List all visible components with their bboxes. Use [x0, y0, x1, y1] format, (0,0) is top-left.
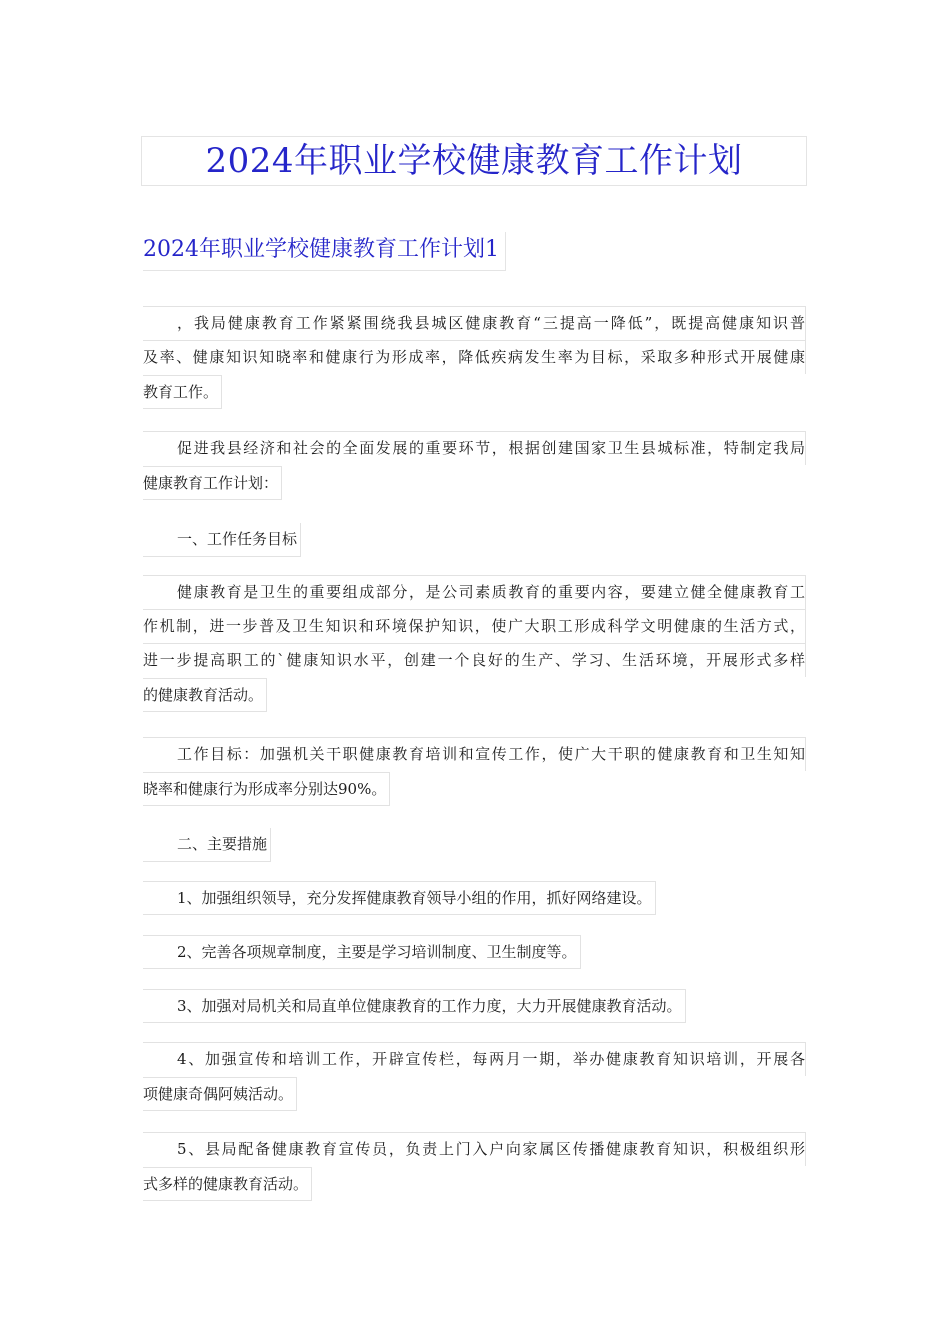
paragraph-line: 的健康教育活动。 — [143, 678, 267, 712]
paragraph-line: 教育工作。 — [143, 375, 222, 409]
paragraph-line: 工作目标：加强机关干职健康教育培训和宣传工作，使广大干职的健康教育和卫生知知 — [143, 737, 806, 771]
paragraph-line: 3、加强对局机关和局直单位健康教育的工作力度，大力开展健康教育活动。 — [143, 989, 686, 1023]
paragraph-line: 及率、健康知识知晓率和健康行为形成率，降低疾病发生率为目标，采取多种形式开展健康 — [143, 340, 806, 374]
paragraph-line-wrap — [143, 465, 806, 501]
paragraph-line: 项健康奇偶阿姨活动。 — [143, 1077, 297, 1111]
paragraph-line-wrap — [143, 1076, 806, 1112]
measure-item-2 — [143, 934, 806, 970]
subheading-goals — [143, 521, 806, 557]
paragraph-line: 健康教育是卫生的重要组成部分，是公司素质教育的重要内容，要建立健全健康教育工 — [143, 575, 806, 609]
measure-item-3 — [143, 988, 806, 1024]
paragraph-line-wrap — [143, 934, 806, 970]
paragraph-targets — [143, 737, 806, 807]
paragraph-purpose — [143, 431, 806, 501]
paragraph-line-wrap — [143, 988, 806, 1024]
paragraph-line: 晓率和健康行为形成率分别达90%。 — [143, 772, 390, 806]
paragraph-line-wrap — [143, 771, 806, 807]
paragraph-line: 进一步提高职工的`健康知识水平，创建一个良好的生产、学习、生活环境，开展形式多样 — [143, 643, 806, 677]
paragraph-line: 健康教育工作计划： — [143, 466, 282, 500]
paragraph-line: 5、县局配备健康教育宣传员，负责上门入户向家属区传播健康教育知识，积极组织形 — [143, 1132, 806, 1166]
paragraph-line-wrap — [143, 374, 806, 410]
measure-item-4 — [143, 1042, 806, 1112]
measure-item-1 — [143, 880, 806, 916]
document-title: 2024年职业学校健康教育工作计划 — [141, 136, 807, 186]
paragraph-line-wrap — [143, 1166, 806, 1202]
paragraph-line: 1、加强组织领导，充分发挥健康教育领导小组的作用，抓好网络建设。 — [143, 881, 656, 915]
subheading-measures — [143, 826, 806, 862]
paragraph-line-wrap — [143, 880, 806, 916]
paragraph-line-wrap — [143, 521, 806, 557]
paragraph-intro — [143, 306, 806, 410]
paragraph-line-wrap — [143, 677, 806, 713]
paragraph-line: 促进我县经济和社会的全面发展的重要环节，根据创建国家卫生县城标准，特制定我局 — [143, 431, 806, 465]
paragraph-line: 作机制，进一步普及卫生知识和环境保护知识，使广大职工形成科学文明健康的生活方式， — [143, 609, 806, 643]
paragraph-line: ，我局健康教育工作紧紧围绕我县城区健康教育“三提高一降低”，既提高健康知识普 — [143, 306, 806, 340]
paragraph-line: 2、完善各项规章制度，主要是学习培训制度、卫生制度等。 — [143, 935, 581, 969]
paragraph-line-wrap — [143, 826, 806, 862]
paragraph-goals-body — [143, 575, 806, 713]
section-heading: 2024年职业学校健康教育工作计划1 — [143, 232, 506, 271]
paragraph-line: 4、加强宣传和培训工作，开辟宣传栏，每两月一期，举办健康教育知识培训，开展各 — [143, 1042, 806, 1076]
measure-item-5 — [143, 1132, 806, 1202]
subheading-text: 二、主要措施 — [143, 828, 271, 862]
paragraph-line: 式多样的健康教育活动。 — [143, 1167, 312, 1201]
subheading-text: 一、工作任务目标 — [143, 523, 301, 557]
